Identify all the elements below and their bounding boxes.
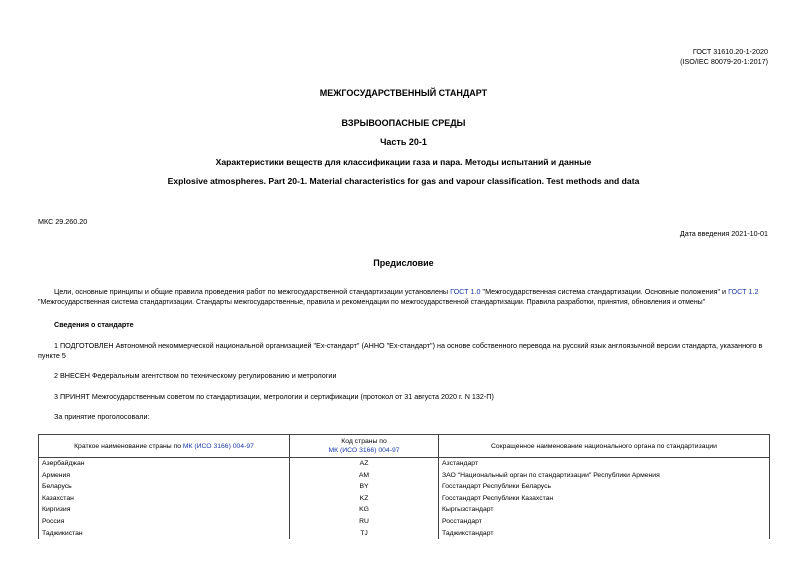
code-cell: TJ (290, 528, 439, 540)
column-header-country: Краткое наименование страны по МК (ИСО 3166) 004-97 (39, 435, 290, 458)
country-cell: Киргизия (39, 504, 290, 516)
body-cell: Таджикстандарт (439, 528, 770, 540)
table-row (39, 504, 770, 516)
voted-label: За принятие проголосовали: (54, 412, 150, 421)
foreword-paragraph-1-cont: "Межгосударственная система стандартизации. Стандарты межгосударственные, правила и рекомендации по межгосударственной стандартизации. Правила разработки, принятия, обновления и отмены" (38, 299, 706, 306)
table-row (39, 458, 770, 470)
column-header-body: Сокращенное наименование национального органа по стандартизации (439, 435, 770, 458)
code-cell: AM (290, 470, 439, 482)
code-cell: BY (290, 481, 439, 493)
body-cell: Госстандарт Республики Казахстан (439, 493, 770, 505)
body-cell: Азстандарт (439, 458, 770, 470)
mk-iso-link[interactable]: МК (ИСО 3166) 004-97 (182, 442, 254, 450)
table-row (39, 516, 770, 528)
foreword-heading: Предисловие (373, 258, 434, 268)
country-cell: Беларусь (39, 481, 290, 493)
gost-1-2-link[interactable]: ГОСТ 1.2 (728, 287, 759, 296)
item-2-text: 2 ВНЕСЕН Федеральным агентством по техническому регулированию и метрологии (54, 371, 337, 380)
item-1-text-cont: пункте 5 (38, 351, 66, 360)
item-3-text: 3 ПРИНЯТ Межгосударственным советом по стандартизации, метрологии и сертификации (протокол от 31 августа 2020 г. N 132-П) (54, 392, 494, 401)
intro-date: Дата введения 2021-10-01 (679, 229, 768, 238)
gost-1-0-link[interactable]: ГОСТ 1.0 (450, 287, 481, 296)
mks-code: МКС 29.260.20 (38, 217, 88, 226)
country-cell: Армения (39, 470, 290, 482)
country-cell: Казахстан (39, 493, 290, 505)
standard-part: Часть 20-1 (380, 137, 427, 147)
standard-subject: ВЗРЫВООПАСНЫЕ СРЕДЫ (341, 118, 466, 128)
title-ru: Характеристики веществ для классификации газа и пара. Методы испытаний и данные (215, 157, 592, 167)
country-cell: Азербайджан (39, 458, 290, 470)
code-cell: RU (290, 516, 439, 528)
country-cell: Россия (39, 516, 290, 528)
table-row (39, 470, 770, 482)
item-1-text: 1 ПОДГОТОВЛЕН Автономной некоммерческой национальной организацией "Ех-стандарт" (АННО "Ех-стандарт") на основе собственного перевода на русский язык англоязычной версии стандарта, указанного в (54, 341, 763, 350)
body-cell: ЗАО "Национальный орган по стандартизации" Республики Армения (439, 470, 770, 482)
info-heading: Сведения о стандарте (54, 320, 134, 329)
mk-iso-link[interactable]: МК (ИСО 3166) 004-97 (328, 447, 400, 454)
voting-table (38, 434, 770, 539)
doc-number: ГОСТ 31610.20-1-2020 (692, 47, 768, 56)
title-en: Explosive atmospheres. Part 20-1. Material characteristics for gas and vapour classification. Test methods and data (167, 176, 640, 186)
table-row (39, 493, 770, 505)
table-row (39, 481, 770, 493)
country-cell: Таджикистан (39, 528, 290, 540)
body-cell: Росстандарт (439, 516, 770, 528)
code-cell: KZ (290, 493, 439, 505)
table-header-row (39, 435, 770, 458)
standard-type: МЕЖГОСУДАРСТВЕННЫЙ СТАНДАРТ (319, 88, 488, 98)
foreword-paragraph-1: Цели, основные принципы и общие правила проведения работ по межгосударственной стандартизации установлены ГОСТ 1.0 "Межгосударственная система стандартизации. Основные положения" и ГОСТ 1.2 (54, 287, 759, 296)
body-cell: Кыргызстандарт (439, 504, 770, 516)
column-header-code: Код страны по МК (ИСО 3166) 004-97 (290, 435, 439, 458)
body-cell: Госстандарт Республики Беларусь (439, 481, 770, 493)
table-row (39, 528, 770, 540)
iso-number: (ISO/IEC 80079-20-1:2017) (680, 57, 768, 66)
code-cell: AZ (290, 458, 439, 470)
code-cell: KG (290, 504, 439, 516)
